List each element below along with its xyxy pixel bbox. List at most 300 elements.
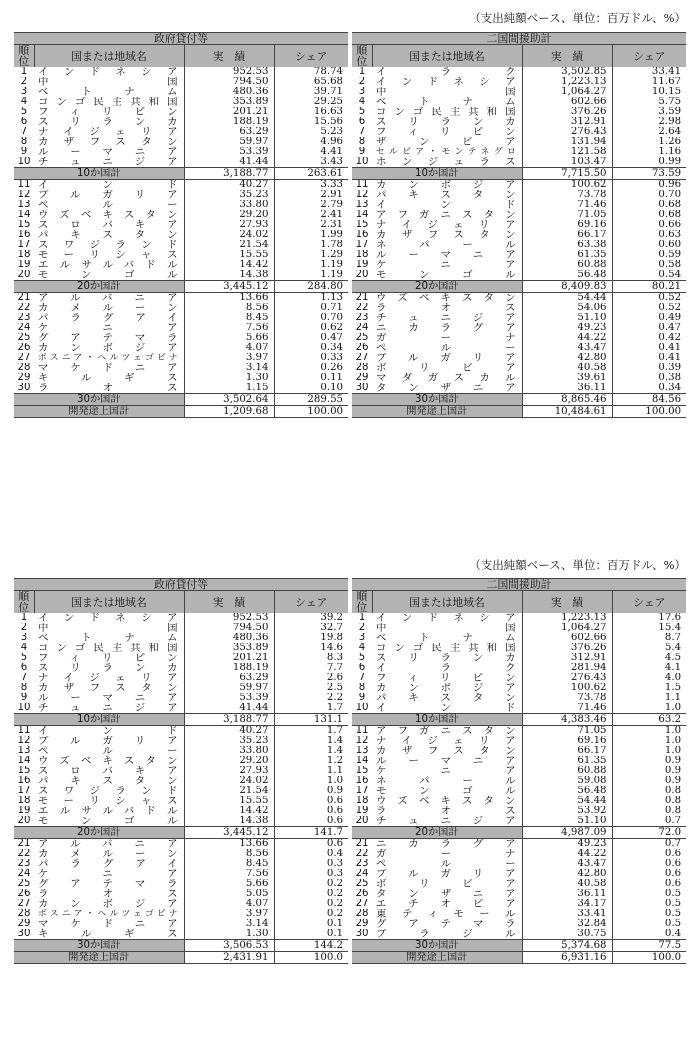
- rank-cell: 6: [20, 117, 28, 127]
- rank-cell: 23: [17, 859, 31, 869]
- loans-title: 政府貸付等: [14, 579, 348, 591]
- share-cell: 15.56: [274, 117, 348, 127]
- rank-cell: 25: [355, 333, 369, 343]
- amount-cell: 63.38: [522, 240, 612, 250]
- amount-cell: 3.97: [184, 353, 274, 363]
- rank-cell: 9: [20, 147, 28, 157]
- share-cell: 0.9: [612, 766, 686, 776]
- table-row: [352, 613, 686, 623]
- amount-cell: 312.91: [522, 653, 612, 663]
- table-row: [352, 633, 686, 643]
- rank-cell: 19: [17, 260, 31, 270]
- table-row: [352, 250, 686, 260]
- country-cell: ウズベキスタン: [38, 756, 178, 766]
- rank-header: 順位: [352, 45, 372, 68]
- subtotal-label: 20か国計: [14, 281, 184, 293]
- amount-cell: 281.94: [522, 663, 612, 673]
- subtotal-row: [352, 281, 686, 293]
- rank-cell: 20: [17, 270, 31, 280]
- rank-cell: 13: [17, 746, 31, 756]
- country-cell: 東ティモール: [376, 909, 516, 919]
- table-row: [352, 879, 686, 889]
- share-cell: 0.47: [612, 323, 686, 333]
- share-cell: 1.29: [274, 250, 348, 260]
- table-row: [14, 147, 348, 157]
- country-cell: スリランカ: [38, 663, 178, 673]
- amount-cell: 51.10: [522, 313, 612, 323]
- rank-cell: 22: [355, 849, 369, 859]
- table-row: [14, 929, 348, 940]
- share-cell: 39.2: [274, 613, 348, 623]
- share-cell: 2.79: [274, 200, 348, 210]
- share-cell: 5.4: [612, 643, 686, 653]
- share-cell: 0.34: [612, 383, 686, 394]
- amount-cell: 49.23: [522, 323, 612, 333]
- country-cell: モーリシャス: [38, 250, 178, 260]
- table-row: [14, 107, 348, 117]
- amount-cell: 1,064.27: [522, 87, 612, 97]
- amount-cell: 5.66: [184, 333, 274, 343]
- rank-cell: 1: [358, 67, 366, 77]
- amount-cell: 51.10: [522, 816, 612, 827]
- amount-cell: 40.27: [184, 726, 274, 737]
- table-row: [14, 859, 348, 869]
- country-cell: インドネシア: [38, 613, 178, 623]
- rank-cell: 9: [358, 693, 366, 703]
- table-row: [352, 363, 686, 373]
- rank-cell: 10: [17, 703, 31, 713]
- country-cell: スリランカ: [376, 117, 516, 127]
- country-cell: カンボジア: [376, 179, 516, 190]
- loans-title: 政府貸付等: [14, 33, 348, 45]
- amount-cell: 44.22: [522, 333, 612, 343]
- amount-cell: 59.08: [522, 776, 612, 786]
- table-row: [14, 786, 348, 796]
- amount-cell: 44.22: [522, 849, 612, 859]
- amount-cell: 312.91: [522, 117, 612, 127]
- subtotal-row: [352, 827, 686, 839]
- amount-cell: 60.88: [522, 766, 612, 776]
- country-cell: ベトナム: [38, 633, 178, 643]
- share-cell: 0.4: [612, 929, 686, 940]
- amount-cell: 1.30: [184, 373, 274, 383]
- table-row: [14, 796, 348, 806]
- table-row: [352, 703, 686, 714]
- amount-cell: 276.43: [522, 673, 612, 683]
- rank-cell: 29: [17, 373, 31, 383]
- subtotal-amount: 4,383.46: [522, 714, 612, 726]
- table-row: [352, 137, 686, 147]
- share-cell: 0.38: [612, 373, 686, 383]
- country-cell: ルーマニア: [376, 250, 516, 260]
- country-cell: パラグアイ: [38, 859, 178, 869]
- amount-cell: 4.07: [184, 899, 274, 909]
- share-cell: 16.63: [274, 107, 348, 117]
- share-cell: 2.31: [274, 220, 348, 230]
- subtotal-label: 10か国計: [14, 714, 184, 726]
- share-cell: 0.66: [612, 220, 686, 230]
- share-cell: 2.6: [274, 673, 348, 683]
- rank-cell: 4: [358, 643, 366, 653]
- share-cell: 0.42: [612, 333, 686, 343]
- rank-cell: 5: [358, 653, 366, 663]
- amount-cell: 480.36: [184, 633, 274, 643]
- table-row: [14, 67, 348, 77]
- rank-cell: 1: [358, 613, 366, 623]
- subtotal-label: 30か国計: [14, 940, 184, 952]
- country-cell: コンゴ民主共和国: [38, 97, 178, 107]
- country-cell: ボスニア・ヘルツェゴビナ: [38, 353, 178, 363]
- rank-header: 順位: [14, 45, 34, 68]
- country-cell: グアテマラ: [376, 919, 516, 929]
- country-cell: パキスタン: [376, 190, 516, 200]
- table-row: [14, 643, 348, 653]
- country-cell: モンゴル: [38, 816, 178, 827]
- amount-cell: 71.46: [522, 200, 612, 210]
- country-cell: カザフスタン: [38, 137, 178, 147]
- share-cell: 15.4: [612, 623, 686, 633]
- rank-cell: 10: [355, 157, 369, 167]
- loans-table: [14, 32, 348, 418]
- share-cell: 2.64: [612, 127, 686, 137]
- table-row: [352, 869, 686, 879]
- country-cell: グアテマラ: [38, 879, 178, 889]
- table-row: [14, 869, 348, 879]
- amount-cell: 794.50: [184, 623, 274, 633]
- rank-cell: 19: [355, 260, 369, 270]
- table-row: [352, 147, 686, 157]
- share-cell: 2.41: [274, 210, 348, 220]
- table-row: [352, 303, 686, 313]
- loans-table: [14, 578, 348, 964]
- country-cell: フィリピン: [38, 653, 178, 663]
- amount-cell: 3.14: [184, 919, 274, 929]
- amount-cell: 14.38: [184, 270, 274, 281]
- amount-cell: 8.45: [184, 313, 274, 323]
- table-row: [352, 726, 686, 737]
- amount-cell: 1.15: [184, 383, 274, 394]
- country-cell: カメルーン: [38, 849, 178, 859]
- table-row: [352, 756, 686, 766]
- share-cell: 0.1: [274, 919, 348, 929]
- amount-cell: 61.35: [522, 756, 612, 766]
- country-cell: タンザニア: [376, 383, 516, 394]
- table-row: [14, 87, 348, 97]
- share-cell: 1.16: [612, 147, 686, 157]
- country-cell: エルサルバドル: [38, 260, 178, 270]
- amount-cell: 53.39: [184, 693, 274, 703]
- amount-cell: 7.56: [184, 869, 274, 879]
- amount-cell: 32.84: [522, 919, 612, 929]
- subtotal-amount: 6,931.16: [522, 952, 612, 964]
- rank-cell: 2: [358, 623, 366, 633]
- subtotal-share: 100.0: [612, 952, 686, 964]
- table-row: [352, 210, 686, 220]
- table-row: [14, 353, 348, 363]
- country-cell: ペルー: [38, 746, 178, 756]
- share-cell: 0.9: [612, 776, 686, 786]
- subtotal-label: 20か国計: [352, 281, 522, 293]
- rank-cell: 12: [355, 190, 369, 200]
- share-cell: 0.68: [612, 210, 686, 220]
- amount-cell: 14.42: [184, 260, 274, 270]
- share-cell: 0.9: [274, 786, 348, 796]
- rank-cell: 28: [355, 909, 369, 919]
- table-row: [352, 663, 686, 673]
- country-cell: インドネシア: [376, 77, 516, 87]
- country-cell: スロバキア: [38, 766, 178, 776]
- table-row: [352, 293, 686, 304]
- amount-cell: 41.44: [184, 703, 274, 714]
- share-cell: 0.5: [612, 899, 686, 909]
- table-row: [14, 230, 348, 240]
- share-cell: 0.52: [612, 303, 686, 313]
- share-cell: 1.0: [274, 776, 348, 786]
- amount-cell: 63.29: [184, 127, 274, 137]
- amount-cell: 276.43: [522, 127, 612, 137]
- table-row: [352, 899, 686, 909]
- table-row: [14, 633, 348, 643]
- share-cell: 0.4: [274, 849, 348, 859]
- amount-cell: 3,502.85: [522, 67, 612, 77]
- share-cell: 8.3: [274, 653, 348, 663]
- country-cell: グアテマラ: [38, 333, 178, 343]
- country-cell: 中国: [38, 623, 178, 633]
- share-cell: 0.47: [274, 333, 348, 343]
- amount-cell: 5.05: [184, 889, 274, 899]
- amount-cell: 1,064.27: [522, 623, 612, 633]
- share-cell: 0.70: [274, 313, 348, 323]
- share-cell: 1.19: [274, 270, 348, 281]
- country-cell: インドネシア: [376, 613, 516, 623]
- subtotal-amount: 3,506.53: [184, 940, 274, 952]
- rank-cell: 12: [355, 736, 369, 746]
- subtotal-row: [14, 952, 348, 964]
- amount-cell: 33.80: [184, 746, 274, 756]
- share-cell: 1.26: [612, 137, 686, 147]
- rank-cell: 8: [358, 683, 366, 693]
- table-row: [14, 180, 348, 191]
- subtotal-share: 80.21: [612, 281, 686, 293]
- country-cell: ナイジェリア: [376, 220, 516, 230]
- rank-cell: 2: [20, 623, 28, 633]
- subtotal-share: 100.0: [274, 952, 348, 964]
- share-cell: 1.4: [274, 746, 348, 756]
- subtotal-amount: 8,865.46: [522, 394, 612, 406]
- share-cell: 0.5: [612, 889, 686, 899]
- rank-cell: 1: [20, 67, 28, 77]
- country-cell: セルビア・モンテネグロ: [376, 147, 516, 157]
- rank-cell: 25: [355, 879, 369, 889]
- amount-cell: 952.53: [184, 613, 274, 623]
- subtotal-amount: 1,209.68: [184, 406, 274, 418]
- table-block-2: [14, 578, 686, 964]
- subtotal-label: 10か国計: [14, 168, 184, 180]
- amount-cell: 3.97: [184, 909, 274, 919]
- share-cell: 2.2: [274, 693, 348, 703]
- country-cell: カザフスタン: [38, 683, 178, 693]
- subtotal-share: 72.0: [612, 827, 686, 839]
- country-cell: パラグアイ: [38, 313, 178, 323]
- country-cell: インド: [376, 200, 516, 210]
- country-cell: パキスタン: [376, 693, 516, 703]
- country-cell: ホンジュラス: [376, 157, 516, 168]
- rank-cell: 26: [355, 343, 369, 353]
- table-row: [352, 190, 686, 200]
- subtotal-label: 10か国計: [352, 168, 522, 180]
- amount-cell: 353.89: [184, 643, 274, 653]
- country-cell: ネパール: [376, 240, 516, 250]
- table-row: [14, 673, 348, 683]
- amount-cell: 602.66: [522, 633, 612, 643]
- rank-cell: 7: [20, 127, 28, 137]
- country-cell: ブルガリア: [38, 190, 178, 200]
- amount-cell: 121.58: [522, 147, 612, 157]
- share-cell: 14.6: [274, 643, 348, 653]
- subtotal-amount: 3,445.12: [184, 827, 274, 839]
- amount-header: 実 績: [184, 591, 274, 614]
- share-cell: 3.59: [612, 107, 686, 117]
- amount-cell: 1.30: [184, 929, 274, 940]
- rank-cell: 24: [355, 869, 369, 879]
- amount-cell: 7.56: [184, 323, 274, 333]
- country-cell: ネパール: [376, 776, 516, 786]
- rank-cell: 14: [17, 210, 31, 220]
- share-cell: 0.6: [612, 879, 686, 889]
- rank-header: 順位: [352, 591, 372, 614]
- amount-cell: 103.47: [522, 157, 612, 168]
- rank-cell: 18: [17, 250, 31, 260]
- country-cell: ニカラグア: [376, 838, 516, 849]
- table-row: [352, 919, 686, 929]
- subtotal-label: 開発途上国計: [352, 952, 522, 964]
- amount-cell: 8.56: [184, 849, 274, 859]
- amount-cell: 35.23: [184, 190, 274, 200]
- amount-cell: 33.41: [522, 909, 612, 919]
- country-cell: チュニジア: [376, 313, 516, 323]
- subtotal-share: 144.2: [274, 940, 348, 952]
- country-cell: ルーマニア: [38, 147, 178, 157]
- table-block-1: [14, 32, 686, 418]
- share-cell: 0.2: [274, 889, 348, 899]
- rank-cell: 22: [355, 303, 369, 313]
- table-row: [352, 180, 686, 191]
- amount-cell: 35.23: [184, 736, 274, 746]
- share-cell: 1.0: [612, 746, 686, 756]
- table-row: [14, 839, 348, 850]
- table-row: [14, 220, 348, 230]
- subtotal-row: [14, 394, 348, 406]
- country-cell: イラク: [376, 663, 516, 673]
- rank-cell: 18: [355, 250, 369, 260]
- table-row: [352, 107, 686, 117]
- share-cell: 2.98: [612, 117, 686, 127]
- amount-cell: 794.50: [184, 77, 274, 87]
- subtotal-share: 77.5: [612, 940, 686, 952]
- country-cell: ボリビア: [376, 363, 516, 373]
- subtotal-amount: 7,715.50: [522, 168, 612, 180]
- subtotal-amount: 3,188.77: [184, 168, 274, 180]
- table-row: [14, 613, 348, 623]
- table-row: [352, 746, 686, 756]
- subtotal-row: [14, 827, 348, 839]
- rank-cell: 18: [17, 796, 31, 806]
- share-cell: 0.6: [612, 859, 686, 869]
- country-cell: スロバキア: [38, 220, 178, 230]
- rank-cell: 16: [355, 776, 369, 786]
- rank-cell: 30: [355, 929, 369, 939]
- subtotal-row: [352, 168, 686, 180]
- amount-cell: 66.17: [522, 746, 612, 756]
- amount-cell: 29.20: [184, 756, 274, 766]
- table-row: [14, 653, 348, 663]
- table-row: [352, 383, 686, 394]
- amount-cell: 40.58: [522, 879, 612, 889]
- table-row: [352, 806, 686, 816]
- table-row: [14, 303, 348, 313]
- amount-cell: 59.97: [184, 683, 274, 693]
- table-row: [14, 776, 348, 786]
- rank-cell: 29: [17, 919, 31, 929]
- country-cell: カンボジア: [376, 683, 516, 693]
- name-header: 国または地域名: [34, 45, 184, 68]
- table-row: [352, 157, 686, 168]
- rank-cell: 19: [17, 806, 31, 816]
- share-cell: 3.33: [274, 180, 348, 191]
- amount-cell: 27.93: [184, 766, 274, 776]
- subtotal-share: 73.59: [612, 168, 686, 180]
- country-cell: ケニア: [38, 323, 178, 333]
- country-cell: フィリピン: [376, 127, 516, 137]
- country-cell: モンゴル: [376, 786, 516, 796]
- amount-cell: 60.88: [522, 260, 612, 270]
- subtotal-label: 開発途上国計: [352, 406, 522, 418]
- share-cell: 0.3: [274, 859, 348, 869]
- table-row: [14, 343, 348, 353]
- share-cell: 0.59: [612, 250, 686, 260]
- share-cell: 19.8: [274, 633, 348, 643]
- country-cell: ラオス: [38, 889, 178, 899]
- country-cell: 中国: [376, 87, 516, 97]
- table-row: [352, 77, 686, 87]
- rank-cell: 7: [358, 673, 366, 683]
- country-cell: ガーナ: [376, 333, 516, 343]
- rank-cell: 28: [17, 363, 31, 373]
- country-cell: キルギス: [38, 929, 178, 940]
- share-cell: 1.7: [274, 703, 348, 714]
- table-row: [352, 673, 686, 683]
- share-cell: 0.9: [612, 756, 686, 766]
- rank-cell: 17: [355, 786, 369, 796]
- rank-cell: 22: [17, 849, 31, 859]
- amount-cell: 66.17: [522, 230, 612, 240]
- table-row: [352, 313, 686, 323]
- share-cell: 0.3: [274, 869, 348, 879]
- amount-cell: 201.21: [184, 107, 274, 117]
- table-row: [14, 703, 348, 714]
- country-cell: エチオピア: [376, 899, 516, 909]
- rank-cell: 23: [355, 859, 369, 869]
- rank-cell: 20: [17, 816, 31, 826]
- rank-cell: 10: [355, 703, 369, 713]
- table-row: [14, 373, 348, 383]
- rank-cell: 25: [17, 879, 31, 889]
- rank-cell: 16: [355, 230, 369, 240]
- country-cell: スワジランド: [38, 786, 178, 796]
- table-row: [14, 210, 348, 220]
- amount-cell: 3.14: [184, 363, 274, 373]
- country-cell: カンボジア: [38, 899, 178, 909]
